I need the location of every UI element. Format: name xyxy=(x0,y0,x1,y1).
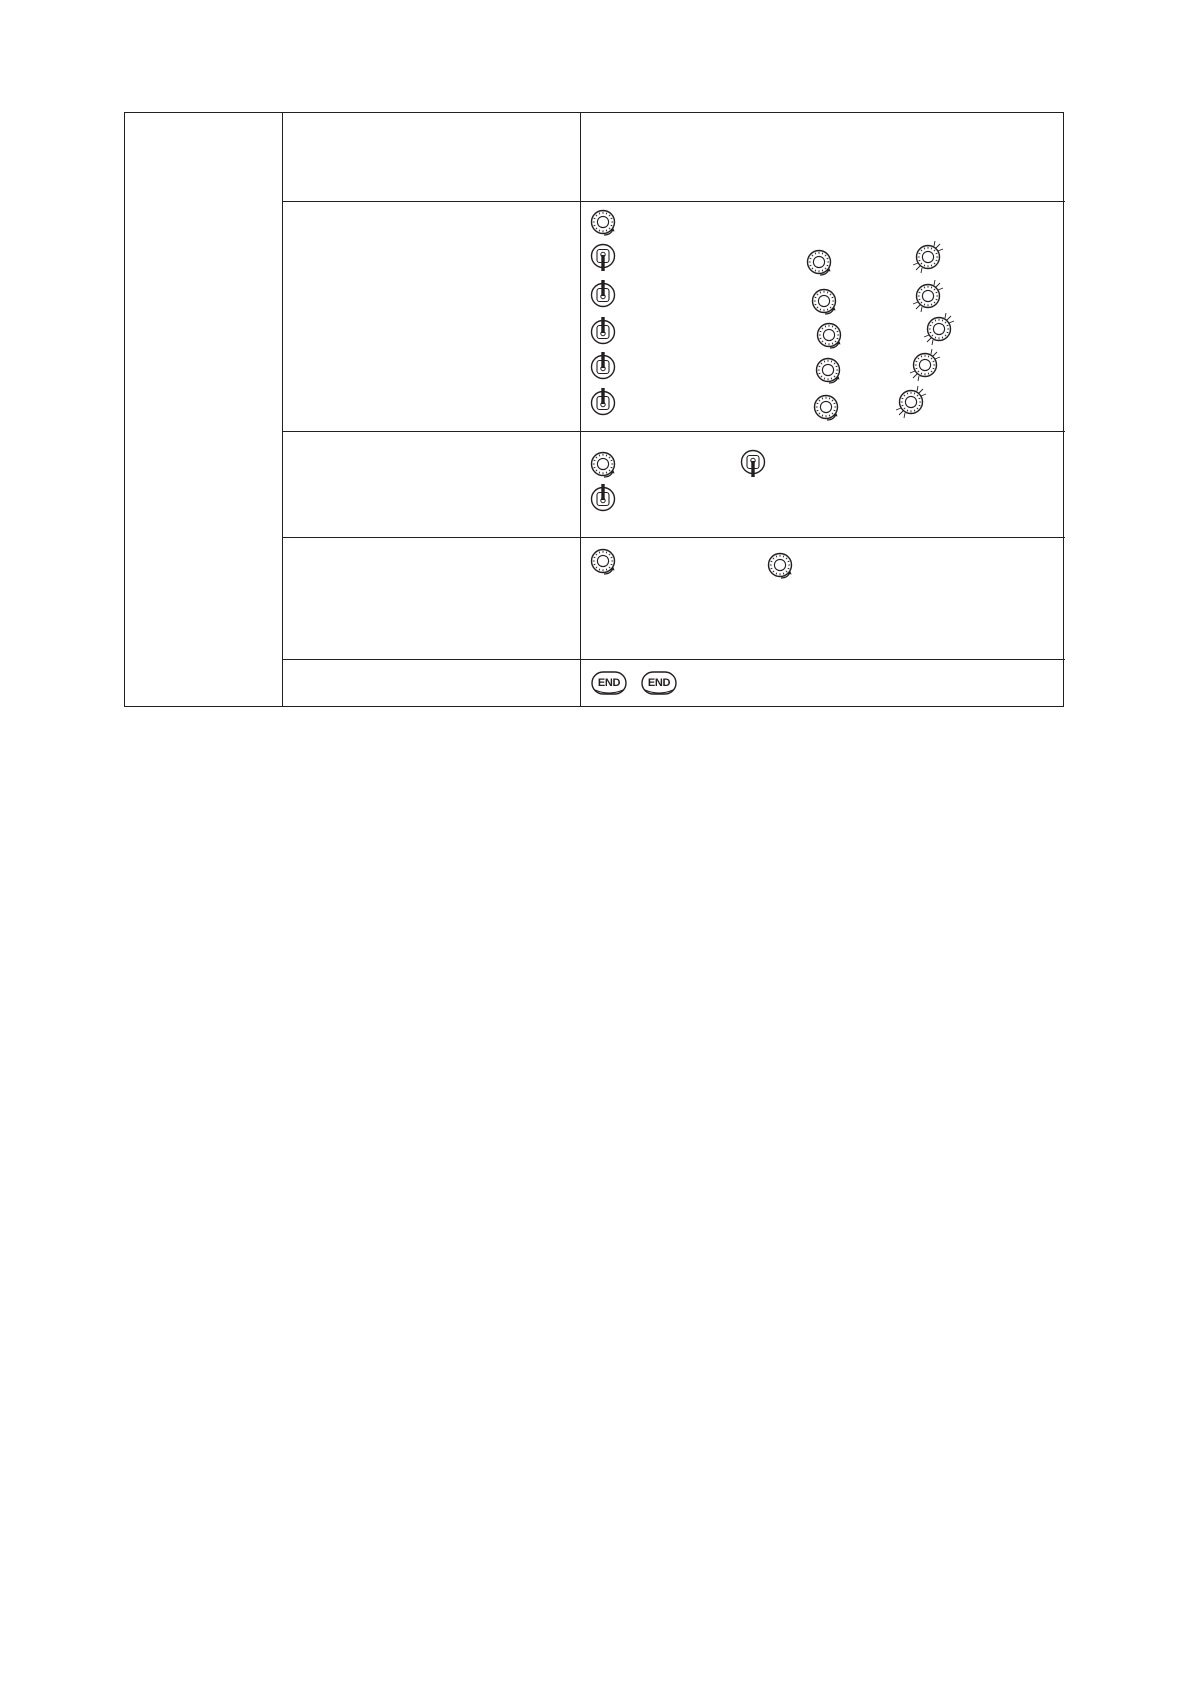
dial-blink-icon xyxy=(897,387,927,417)
stick-up-icon xyxy=(589,317,619,347)
row-4-action-cell xyxy=(581,538,1065,659)
stick-up-icon xyxy=(589,280,619,310)
row-2-action-cell xyxy=(581,202,1065,431)
end-key-label: END xyxy=(647,677,671,689)
dial-rotate-icon xyxy=(812,392,842,422)
dial-rotate-icon xyxy=(589,449,619,479)
row-2-step-cell xyxy=(283,202,580,431)
dial-rotate-icon xyxy=(589,207,619,237)
stick-down-icon xyxy=(589,241,619,271)
dial-rotate-icon xyxy=(814,355,844,385)
category-cell xyxy=(125,113,282,707)
stick-up-icon xyxy=(589,484,619,514)
row-3-step-cell xyxy=(283,432,580,537)
row-3-action-cell xyxy=(581,432,1065,537)
row-5-step-cell xyxy=(283,660,580,707)
dial-rotate-icon xyxy=(589,546,619,576)
procedure-table xyxy=(124,112,1064,707)
end-key-label: END xyxy=(597,677,621,689)
dial-blink-icon xyxy=(925,314,955,344)
dial-rotate-icon xyxy=(805,247,835,277)
row-5-action-cell xyxy=(581,660,1065,707)
dial-rotate-icon xyxy=(766,550,796,580)
row-1-step-cell xyxy=(283,113,580,201)
end-key-icon xyxy=(641,671,677,695)
dial-rotate-icon xyxy=(815,320,845,350)
row-4-step-cell xyxy=(283,538,580,659)
stick-down-icon xyxy=(739,447,769,477)
dial-blink-icon xyxy=(911,350,941,380)
dial-blink-icon xyxy=(914,242,944,272)
end-key-icon xyxy=(591,671,627,695)
row-1-action-cell xyxy=(581,113,1065,201)
dial-blink-icon xyxy=(914,281,944,311)
stick-up-icon xyxy=(589,388,619,418)
dial-rotate-icon xyxy=(810,286,840,316)
stick-up-icon xyxy=(589,352,619,382)
